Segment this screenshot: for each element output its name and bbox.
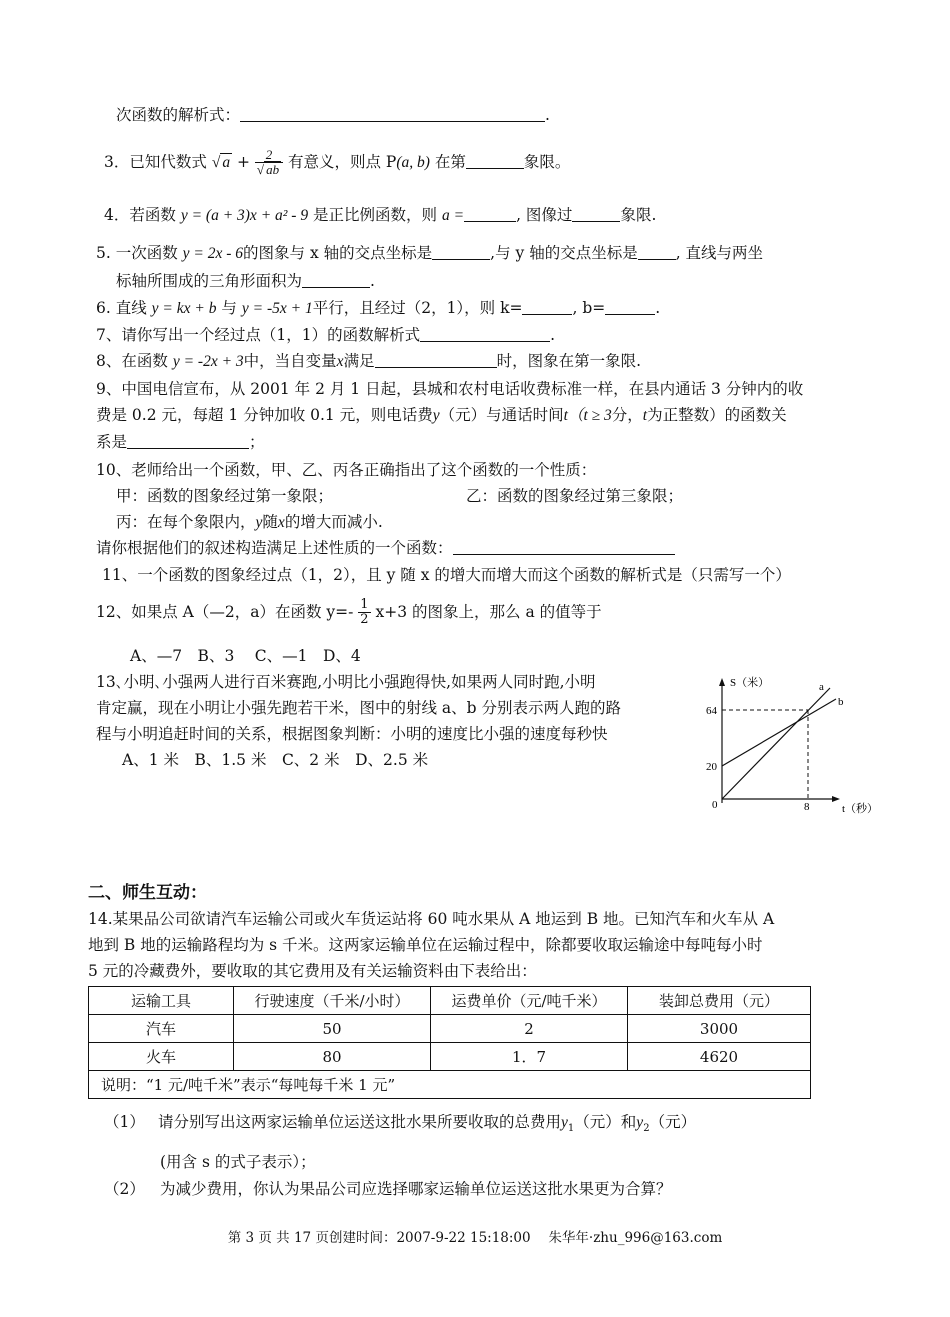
transport-table xyxy=(88,986,811,1099)
answer-blank xyxy=(464,207,516,222)
question-9-cont2: 系是 ； xyxy=(96,433,265,451)
origin-label: 0 xyxy=(712,799,718,811)
property-yi: 乙：函数的图象经过第三象限； xyxy=(466,487,684,505)
question-5-cont: 标轴所围成的三角形面积为 . xyxy=(116,272,375,290)
question-12: 12、如果点 A（—2，a）在函数 y=- $\frac{1}{2}$ x+3 的图象上，那么 a 的值等于 xyxy=(96,597,602,628)
part-2-number: （2） xyxy=(104,1180,145,1198)
table-row xyxy=(89,1043,811,1071)
table-cell: 50 xyxy=(234,1015,431,1043)
table-header: 运费单价（元/吨千米） xyxy=(431,987,628,1015)
answer-blank xyxy=(240,107,545,122)
table-header: 行驶速度（千米/小时） xyxy=(234,987,431,1015)
question-3: 3．已知代数式 √ a + $\frac{2}{√ ab}$ 有意义，则点 P(a, b) 在第 象限。 xyxy=(104,147,571,178)
question-10: 10、老师给出一个函数，甲、乙、丙各正确指出了这个函数的一个性质： xyxy=(96,461,597,479)
tick-label-20: 20 xyxy=(706,761,717,773)
ray-b xyxy=(722,699,836,766)
tick-label-64: 64 xyxy=(706,705,717,717)
table-cell: 3000 xyxy=(628,1015,811,1043)
x-axis-arrow xyxy=(832,796,840,802)
answer-blank xyxy=(466,154,524,169)
question-14: 14.某果品公司欲请汽车运输公司或火车货运站将 60 吨水果从 A 地运到 B 地。已知汽车和火车从 A xyxy=(88,910,775,928)
section-heading: 二、师生互动： xyxy=(88,883,207,903)
answer-blank xyxy=(572,207,620,222)
x-axis-label: t（秒） xyxy=(842,803,879,815)
question-13-options: A、1 米 B、1.5 米 C、2 米 D、2.5 米 xyxy=(122,751,429,769)
question-13-cont: 肯定赢，现在小明让小强先跑若干米，图中的射线 a、b 分别表示两人跑的路 xyxy=(96,699,622,717)
question-8: 8、在函数 y = -2x + 3中，当自变量x满足 时，图象在第一象限. xyxy=(96,352,642,370)
property-bing: 丙：在每个象限内，y随x的增大而减小. xyxy=(116,513,383,531)
question-5: 5. 一次函数 y = 2x - 6的图象与 x 轴的交点坐标是 ,与 y 轴的交点坐标是 , 直线与两坐 xyxy=(96,244,764,262)
part-1: 请分别写出这两家运输单位运送这批水果所要收取的总费用$y_1$（元）和$y_2$（元） xyxy=(158,1113,697,1135)
table-cell: 汽车 xyxy=(89,1015,234,1043)
question-12-options: A、—7 B、3 C、—1 D、4 xyxy=(130,647,361,665)
question-6: 6. 直线 y = kx + b 与 y = -5x + 1平行，且经过（2，1），则 k= , b= . xyxy=(96,299,661,317)
sqrt-expression: √ a xyxy=(211,153,231,171)
table-note: 说明：“1 元/吨千米”表示“每吨每千米 1 元” xyxy=(89,1071,811,1099)
fraction: $\frac{2}{√ ab}$ xyxy=(255,148,283,178)
question-13-cont2: 程与小明追赶时间的关系，根据图象判断：小明的速度比小强的速度每秒快 xyxy=(96,725,608,743)
table-cell: 80 xyxy=(234,1043,431,1071)
table-header: 运输工具 xyxy=(89,987,234,1015)
question-9: 9、中国电信宣布，从 2001 年 2 月 1 日起，县城和农村电话收费标准一样，在县内通话 3 分钟内的收 xyxy=(96,380,804,398)
y-axis-arrow xyxy=(719,678,725,686)
table-cell: 2 xyxy=(431,1015,628,1043)
table-note-row xyxy=(89,1071,811,1099)
answer-blank xyxy=(302,273,370,288)
part-1-cont: (用含 s 的式子表示）； xyxy=(160,1153,316,1171)
question-10-ask: 请你根据他们的叙述构造满足上述性质的一个函数： xyxy=(96,539,675,558)
text-line: 次函数的解析式： . xyxy=(116,106,550,124)
answer-blank xyxy=(638,245,676,260)
table-cell: 1．7 xyxy=(431,1043,628,1071)
table-cell: 火车 xyxy=(89,1043,234,1071)
table-row xyxy=(89,1015,811,1043)
table-header: 装卸总费用（元） xyxy=(628,987,811,1015)
fraction: $\frac{1}{2}$ xyxy=(360,597,369,628)
ray-a-label: a xyxy=(819,681,824,693)
part-1-number: （1） xyxy=(104,1113,145,1131)
question-14-cont2: 5 元的冷藏费外，要收取的其它费用及有关运输资料由下表给出： xyxy=(88,962,537,980)
answer-blank xyxy=(453,540,675,555)
table-cell: 4620 xyxy=(628,1043,811,1071)
answer-blank xyxy=(127,434,249,449)
tick-label-8: 8 xyxy=(804,801,810,813)
answer-blank xyxy=(605,300,655,315)
y-axis-label: S（米） xyxy=(730,677,770,689)
question-7: 7、请你写出一个经过点（1，1）的函数解析式 . xyxy=(96,326,556,344)
table-header-row xyxy=(89,987,811,1015)
part-2: 为减少费用，你认为果品公司应选择哪家运输单位运送这批水果更为合算？ xyxy=(160,1180,672,1198)
answer-blank xyxy=(522,300,572,315)
question-4: 4．若函数 y = (a + 3)x + a² - 9 是正比例函数，则 a = , 图像过 象限. xyxy=(104,206,657,224)
question-13: 13､小明､小强两人进行百米赛跑,小明比小强跑得快,如果两人同时跑,小明 xyxy=(96,673,596,691)
property-jia: 甲：函数的图象经过第一象限； xyxy=(116,487,334,505)
question-11: 11、一个函数的图象经过点（1，2），且 y 随 x 的增大而增大而这个函数的解析式是（只需写一个） xyxy=(102,566,791,584)
answer-blank xyxy=(420,327,550,342)
answer-blank xyxy=(375,353,497,368)
answer-blank xyxy=(432,245,490,260)
ray-b-label: b xyxy=(838,696,844,708)
page-footer: 第 3 页 共 17 页创建时间：2007-9-22 15:18:00 朱华年·zhu_996@163.com xyxy=(227,1230,723,1246)
question-9-cont: 费是 0.2 元，每超 1 分钟加收 0.1 元，则电话费y（元）与通话时间t（t ≥ 3分，t为正整数）的函数关 xyxy=(96,406,787,424)
ray-a xyxy=(722,688,830,799)
distance-time-graph xyxy=(700,672,879,822)
question-14-cont: 地到 B 地的运输路程均为 s 千米。这两家运输单位在运输过程中，除都要收取运输途中每吨每小时 xyxy=(88,936,763,954)
